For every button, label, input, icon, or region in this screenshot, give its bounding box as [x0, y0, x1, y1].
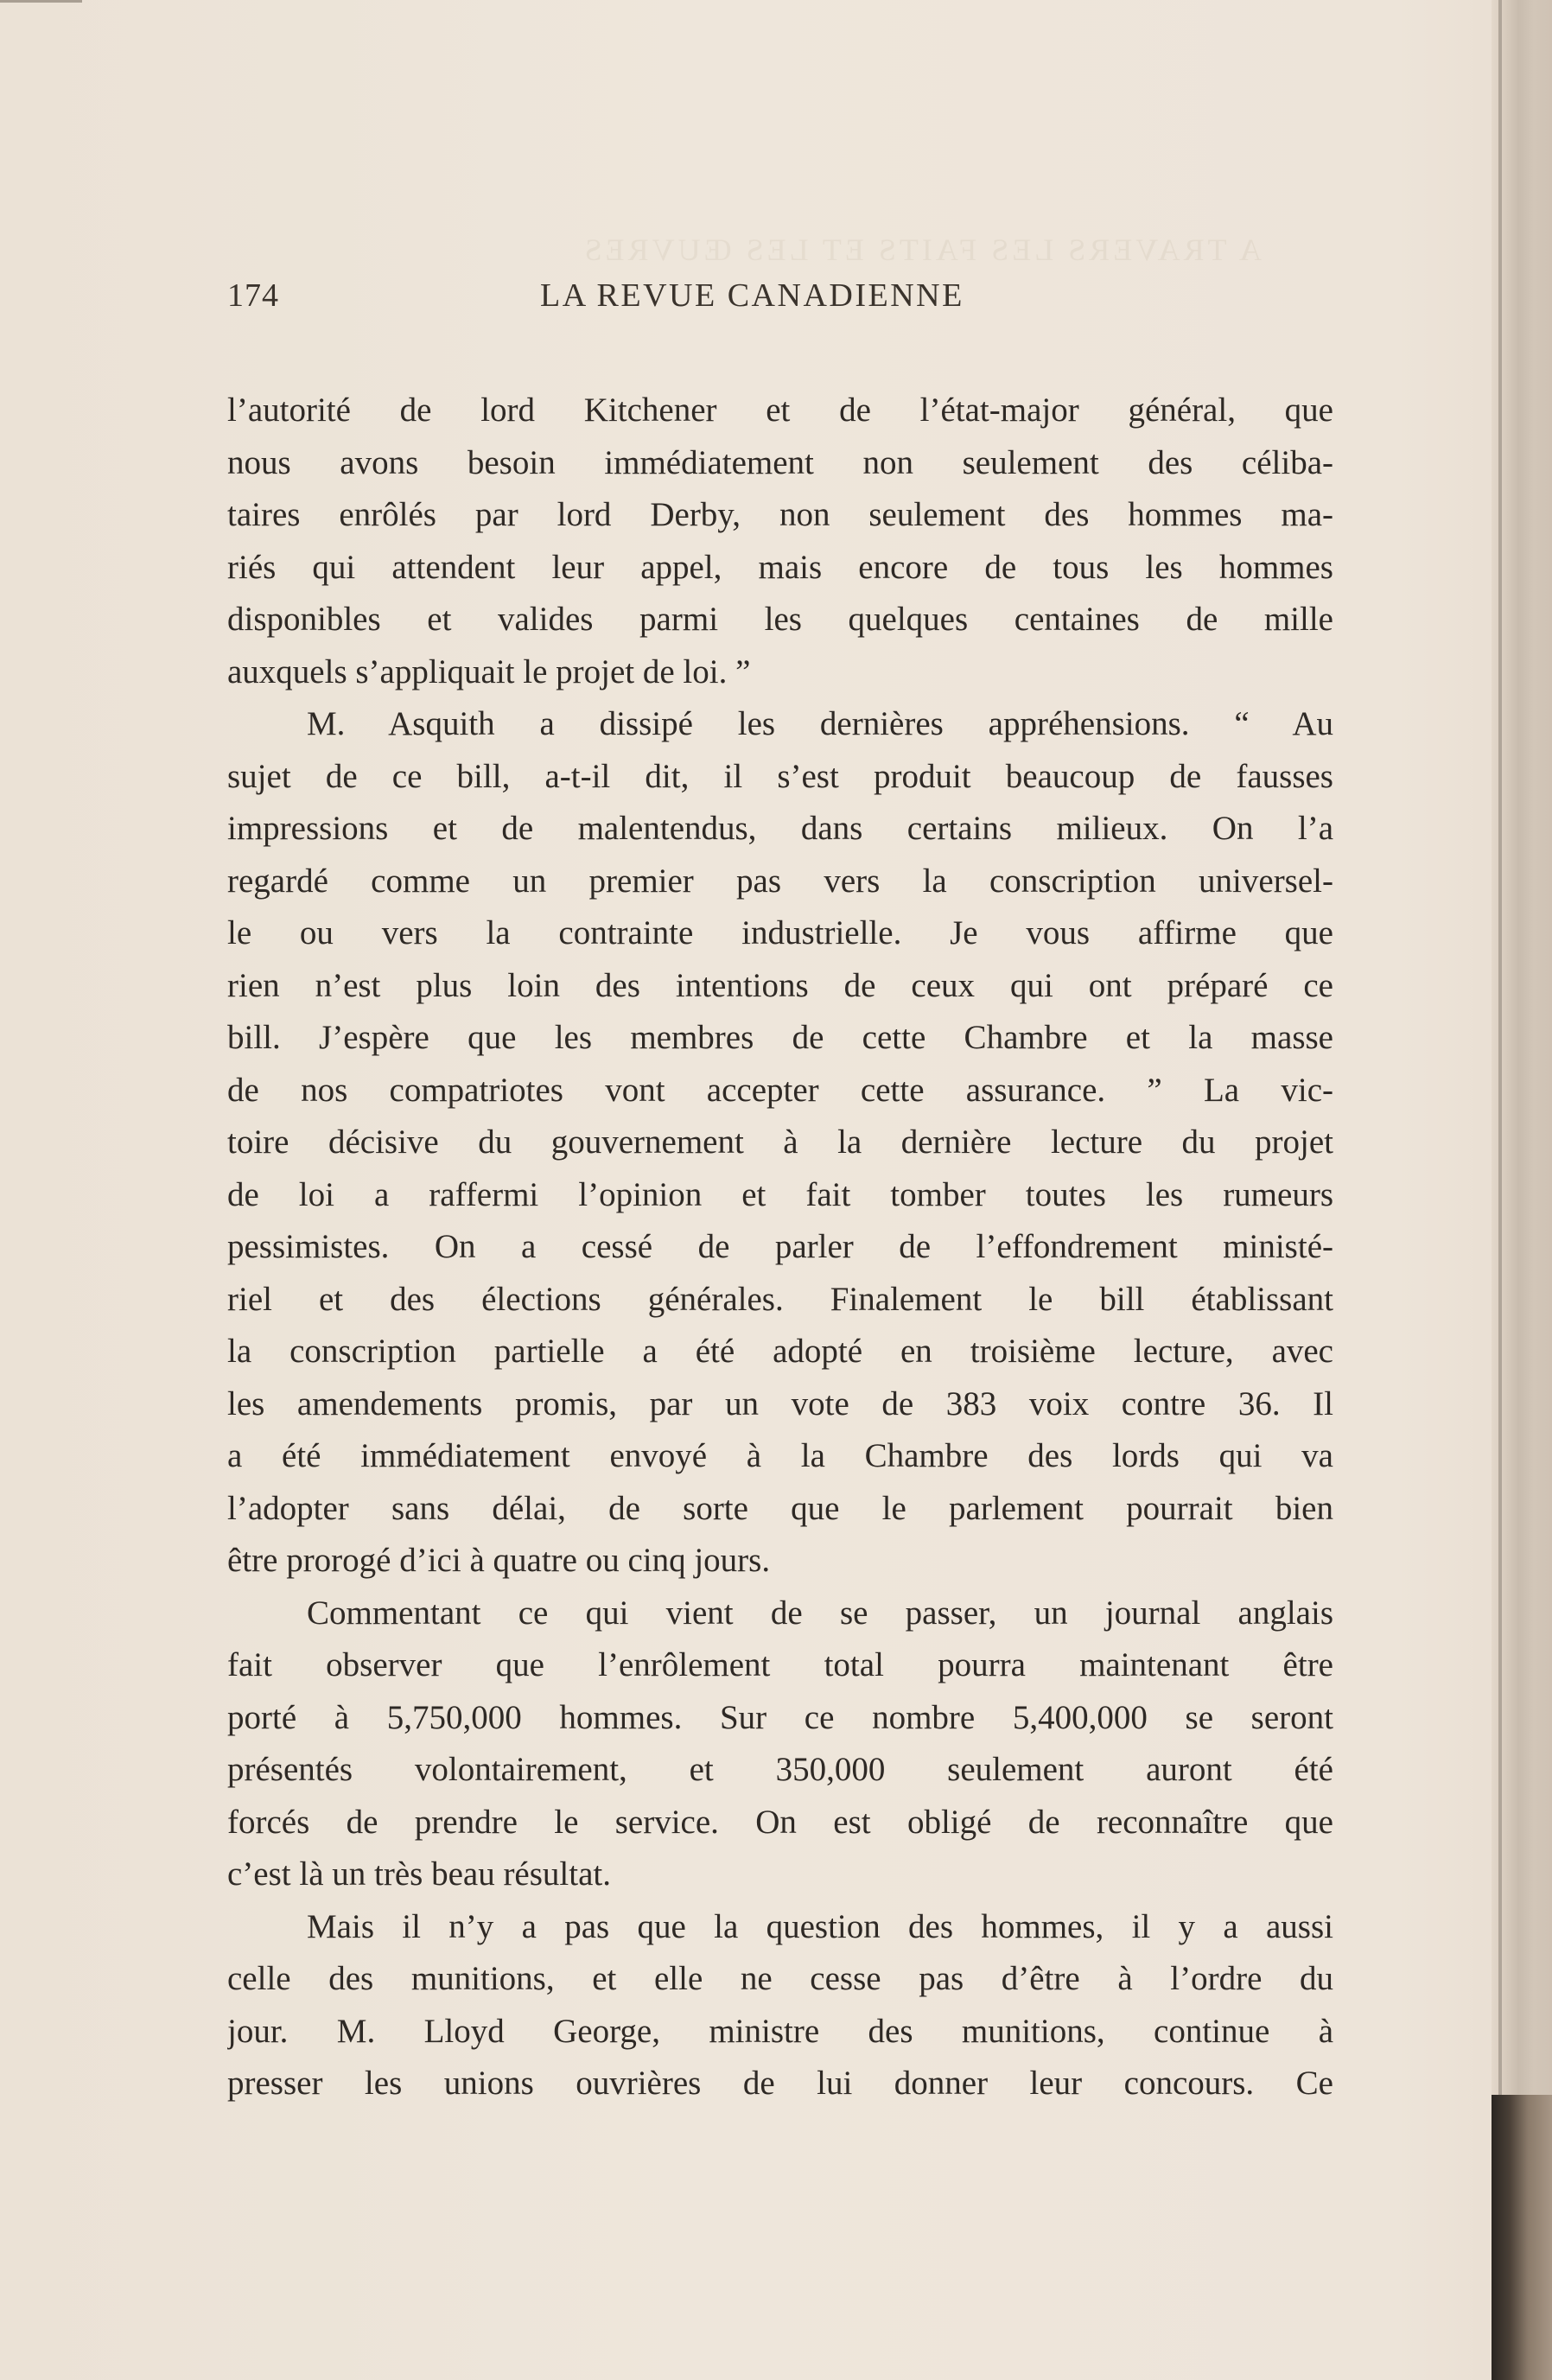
text-line: presser les unions ouvrières de lui donner leur concours. Ce	[227, 2065, 1333, 2102]
paragraph-4	[227, 1901, 1333, 2110]
text-line: c’est là un très beau résultat.	[227, 1855, 611, 1893]
text-line: nous avons besoin immédiatement non seulement des céliba-	[227, 443, 1333, 481]
text-line: fait observer que l’enrôlement total pourra maintenant être	[227, 1646, 1333, 1683]
text-line: l’autorité de lord Kitchener et de l’état-major général, que	[227, 391, 1333, 429]
text-line: forcés de prendre le service. On est obligé de reconnaître que	[227, 1803, 1333, 1841]
running-title: LA REVUE CANADIENNE	[540, 277, 964, 314]
paragraph-3	[227, 1588, 1333, 1901]
page-header	[227, 270, 1333, 321]
text-line: regardé comme un premier pas vers la conscription universel-	[227, 862, 1333, 900]
text-line: bill. J’espère que les membres de cette Chambre et la masse	[227, 1019, 1333, 1056]
text-line: la conscription partielle a été adopté en troisième lecture, avec	[227, 1333, 1333, 1370]
paragraph-1	[227, 385, 1333, 698]
text-line: toire décisive du gouvernement à la dernière lecture du projet	[227, 1123, 1333, 1161]
text-line: Commentant ce qui vient de se passer, un journal anglais	[307, 1594, 1333, 1632]
text-line: porté à 5,750,000 hommes. Sur ce nombre 5,400,000 se seront	[227, 1698, 1333, 1736]
text-line: Mais il n’y a pas que la question des hommes, il y a aussi	[307, 1907, 1333, 1945]
paragraph-2	[227, 698, 1333, 1588]
text-line: celle des munitions, et elle ne cesse pas d’être à l’ordre du	[227, 1960, 1333, 1997]
text-line: taires enrôlés par lord Derby, non seulement des hommes ma-	[227, 496, 1333, 533]
gutter-dark-edge	[1492, 2095, 1552, 2380]
top-rule	[0, 0, 82, 3]
body-text	[227, 385, 1333, 2110]
gutter-shadow	[1498, 0, 1502, 2380]
text-line: l’adopter sans délai, de sorte que le parlement pourrait bien	[227, 1489, 1333, 1527]
text-line: être prorogé d’ici à quatre ou cinq jours.	[227, 1542, 771, 1579]
show-through-bleed: A TRAVERS LES FAITS ET LES ŒUVRES	[581, 232, 1262, 267]
text-line: présentés volontairement, et 350,000 seulement auront été	[227, 1751, 1333, 1788]
text-line: disponibles et valides parmi les quelques centaines de mille	[227, 601, 1333, 638]
text-line: sujet de ce bill, a-t-il dit, il s’est produit beaucoup de fausses	[227, 757, 1333, 795]
text-line: riés qui attendent leur appel, mais encore de tous les hommes	[227, 548, 1333, 586]
text-line: a été immédiatement envoyé à la Chambre des lords qui va	[227, 1437, 1333, 1474]
text-line: de nos compatriotes vont accepter cette assurance. ” La vic-	[227, 1071, 1333, 1109]
page-number: 174	[227, 277, 279, 314]
text-line: jour. M. Lloyd George, ministre des munitions, continue à	[227, 2012, 1333, 2050]
text-line: M. Asquith a dissipé les dernières appréhensions. “ Au	[307, 705, 1333, 742]
text-line: pessimistes. On a cessé de parler de l’effondrement ministé-	[227, 1228, 1333, 1265]
text-line: les amendements promis, par un vote de 383 voix contre 36. Il	[227, 1384, 1333, 1422]
text-line: riel et des élections générales. Finalement le bill établissant	[227, 1280, 1333, 1318]
text-line: de loi a raffermi l’opinion et fait tomber toutes les rumeurs	[227, 1175, 1333, 1213]
text-line: rien n’est plus loin des intentions de ceux qui ont préparé ce	[227, 966, 1333, 1004]
text-line: auxquels s’appliquait le projet de loi. ”	[227, 652, 751, 690]
text-line: le ou vers la contrainte industrielle. Je vous affirme que	[227, 914, 1333, 951]
text-line: impressions et de malentendus, dans certains milieux. On l’a	[227, 810, 1333, 847]
book-gutter	[1492, 0, 1552, 2380]
